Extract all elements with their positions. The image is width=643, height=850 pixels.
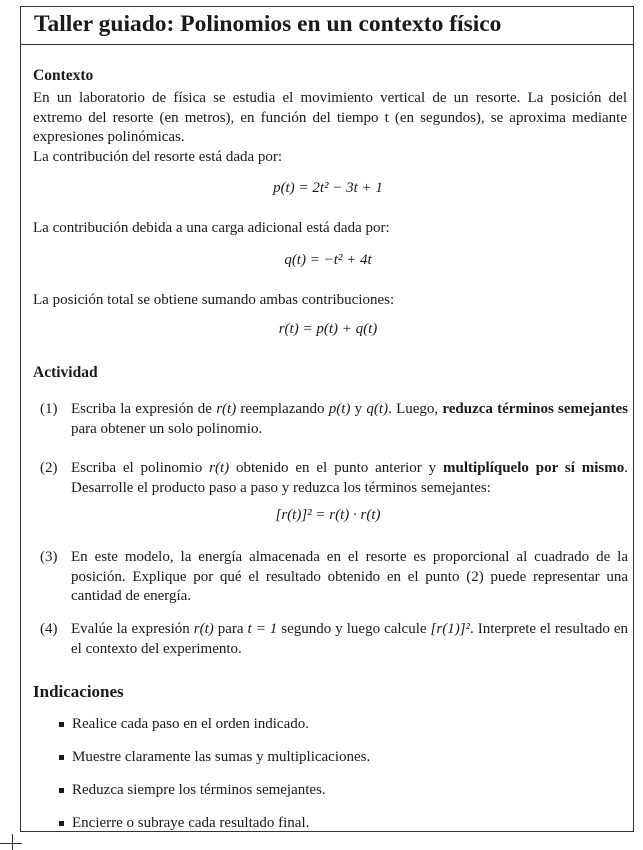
indicacion-item: Reduzca siempre los términos semejantes. bbox=[72, 782, 326, 798]
activity-item-1: Escriba la expresión de r(t) reemplazando p(t) y q(t). Luego, reduzca términos semejantes para obtener un solo polinomio. bbox=[71, 401, 629, 437]
item-2-number: (2) bbox=[40, 460, 58, 476]
actividad-heading: Actividad bbox=[33, 364, 98, 381]
p-label: La contribución del resorte está dada por: bbox=[33, 149, 283, 165]
item-3-number: (3) bbox=[40, 549, 58, 565]
bullet-icon bbox=[59, 722, 64, 727]
indicaciones-heading: Indicaciones bbox=[33, 682, 124, 701]
bullet-icon bbox=[59, 755, 64, 760]
crop-mark bbox=[0, 843, 22, 844]
indicacion-item: Realice cada paso en el orden indicado. bbox=[72, 716, 309, 732]
crop-mark bbox=[12, 834, 13, 850]
page-title: Taller guiado: Polinomios en un contexto físico bbox=[34, 11, 502, 37]
contexto-intro: En un laboratorio de física se estudia el movimiento vertical de un resorte. La posición del extremo del resorte (en metros), en función del tiempo t (en segundos), se aproxima mediante expresiones polinómicas. bbox=[33, 90, 627, 145]
item-1-number: (1) bbox=[40, 401, 58, 417]
item-4-number: (4) bbox=[40, 621, 58, 637]
activity-item-4: Evalúe la expresión r(t) para t = 1 segundo y luego calcule [r(1)]². Interprete el resultado en el contexto del experimento. bbox=[71, 621, 628, 657]
r-label: La posición total se obtiene sumando ambas contribuciones: bbox=[33, 292, 395, 308]
indicacion-item: Encierre o subraye cada resultado final. bbox=[72, 815, 310, 831]
bullet-icon bbox=[59, 788, 64, 793]
activity-item-3: En este modelo, la energía almacenada en el resorte es proporcional al cuadrado de la posición. Explique por qué el resultado obtenido en el punto (2) puede representar una cantidad de energía. bbox=[71, 549, 628, 604]
indicacion-item: Muestre claramente las sumas y multiplicaciones. bbox=[72, 749, 371, 765]
contexto-heading: Contexto bbox=[33, 67, 94, 84]
bullet-icon bbox=[59, 821, 64, 826]
activity-item-2: Escriba el polinomio r(t) obtenido en el punto anterior y multiplíquelo por sí mismo. Desarrolle el producto paso a paso y reduzca los términos semejantes: bbox=[71, 460, 628, 496]
square-equation: [r(t)]² = r(t) · r(t) bbox=[275, 507, 381, 523]
r-equation: r(t) = p(t) + q(t) bbox=[278, 321, 378, 337]
q-label: La contribución debida a una carga adicional está dada por: bbox=[33, 220, 390, 236]
q-equation: q(t) = −t² + 4t bbox=[284, 252, 372, 268]
title-rule bbox=[21, 44, 633, 45]
worksheet bbox=[20, 6, 634, 832]
p-equation: p(t) = 2t² − 3t + 1 bbox=[273, 180, 383, 196]
